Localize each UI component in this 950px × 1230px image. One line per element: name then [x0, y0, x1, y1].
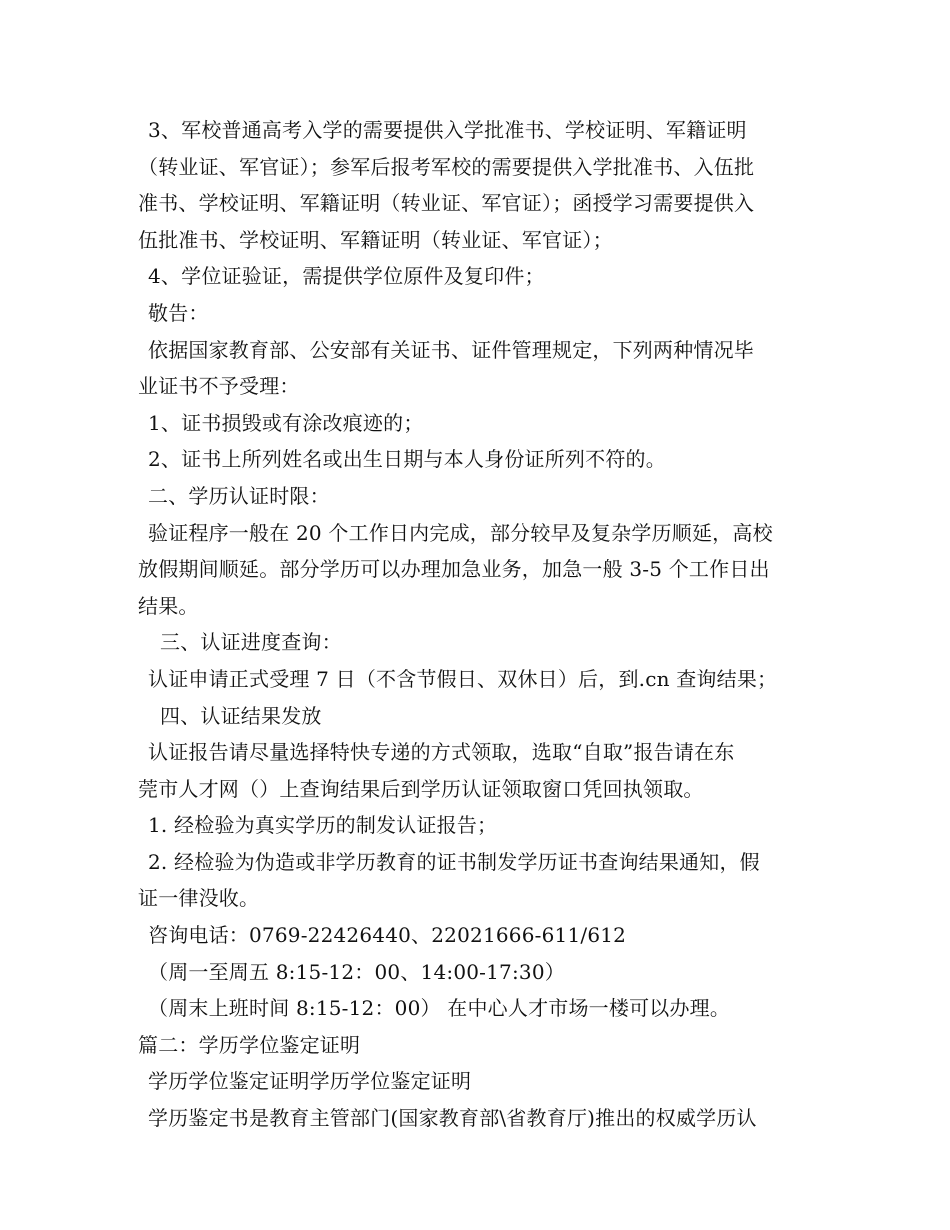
text-line: 莞市人才网（）上查询结果后到学历认证领取窗口凭回执领取。: [138, 776, 704, 801]
text-line: 1. 经检验为真实学历的制发认证报告；: [148, 813, 498, 838]
text-line: 篇二：学历学位鉴定证明: [138, 1032, 361, 1057]
document-body: [138, 112, 818, 1137]
text-line: 1、证书损毁或有涂改痕迹的；: [148, 410, 424, 435]
text-line: 放假期间顺延。部分学历可以办理加急业务，加急一般 3-5 个工作日出: [138, 557, 770, 582]
text-line: 业证书不予受理：: [138, 374, 300, 399]
text-line: （周末上班时间 8:15-12：00） 在中心人才市场一楼可以办理。: [148, 996, 731, 1021]
text-line: 结果。: [138, 593, 199, 618]
text-line: （周一至周五 8:15-12：00、14:00-17:30）: [148, 959, 565, 984]
text-line: 伍批准书、学校证明、军籍证明（转业证、军官证）；: [138, 227, 613, 252]
text-line: 咨询电话：0769-22426440、22021666-611/612: [148, 923, 627, 948]
text-line: 2、证书上所列姓名或出生日期与本人身份证所列不符的。: [148, 447, 666, 472]
text-line: 认证申请正式受理 7 日（不含节假日、双休日）后，到.cn 查询结果；: [148, 666, 778, 691]
text-line: 3、军校普通高考入学的需要提供入学批准书、学校证明、军籍证明: [148, 118, 747, 142]
text-line: 四、认证结果发放: [160, 703, 322, 728]
text-line: 验证程序一般在 20 个工作日内完成，部分较早及复杂学历顺延，高校: [148, 520, 773, 545]
text-line: 依据国家教育部、公安部有关证书、证件管理规定，下列两种情况毕: [148, 337, 754, 362]
text-line: 2. 经检验为伪造或非学历教育的证书制发学历证书查询结果通知，假: [148, 849, 760, 874]
text-line: （转业证、军官证）；参军后报考军校的需要提供入学批准书、入伍批: [138, 154, 755, 179]
text-line: 准书、学校证明、军籍证明（转业证、军官证）；函授学习需要提供入: [138, 191, 755, 216]
text-line: 二、学历认证时限：: [148, 483, 330, 508]
text-line: 学历学位鉴定证明学历学位鉴定证明: [148, 1069, 472, 1094]
text-line: 学历鉴定书是教育主管部门(国家教育部\省教育厅)推出的权威学历认: [148, 1106, 757, 1131]
text-line: 三、认证进度查询：: [160, 630, 342, 655]
text-line: 敬告：: [148, 300, 209, 325]
text-line: 认证报告请尽量选择特快专递的方式领取，选取“自取”报告请在东: [148, 740, 735, 765]
text-line: 证一律没收。: [138, 886, 260, 911]
text-line: 4、学位证验证，需提供学位原件及复印件；: [148, 264, 545, 289]
